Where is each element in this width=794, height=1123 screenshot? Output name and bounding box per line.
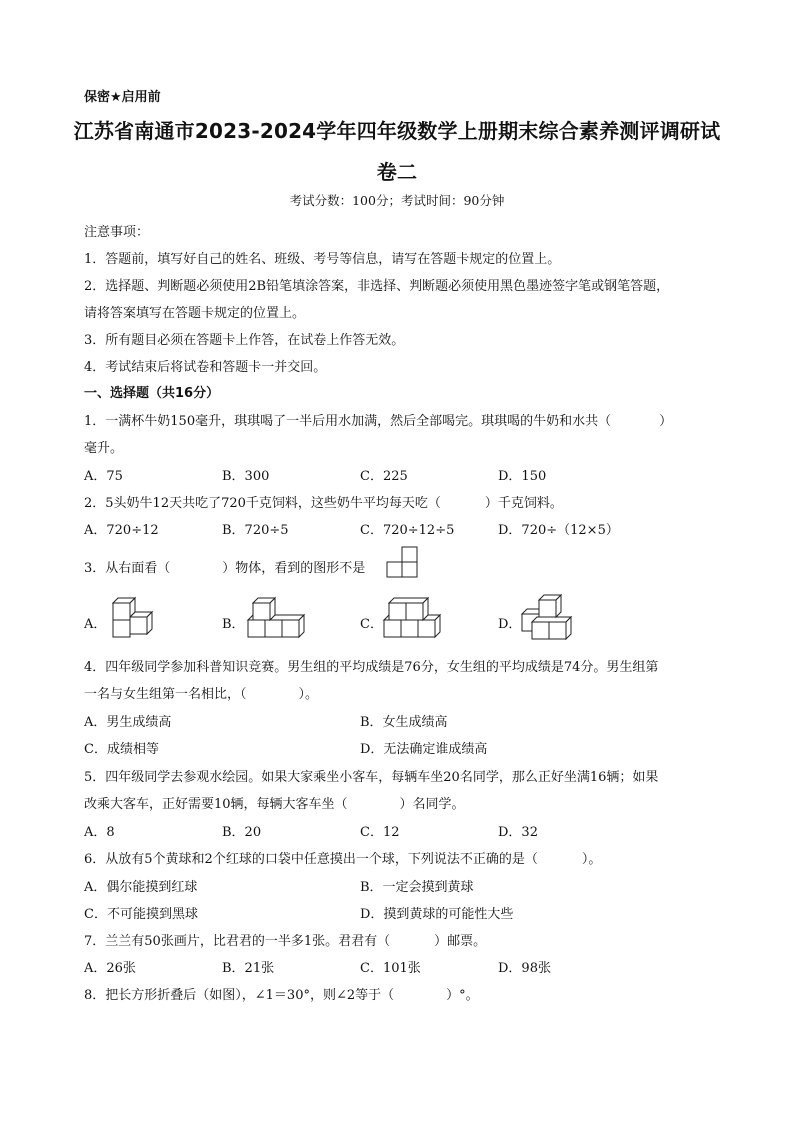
q1-option-b: B．300	[222, 469, 270, 484]
q6-option-d: D．摸到黄球的可能性大些	[360, 907, 514, 922]
cube-front	[248, 620, 265, 637]
q5-option-d: D．32	[498, 825, 538, 840]
question-2-stem-end: ）千克饲料。	[484, 496, 563, 511]
q3-option-d: D．	[498, 617, 522, 632]
exam-info: 考试分数：100分；考试时间：90分钟	[289, 193, 505, 208]
note-item: 4．考试结束后将试卷和答题卡一并交回。	[84, 360, 327, 375]
question-4-stem-end: ）。	[298, 687, 319, 702]
exam-title-line2: 卷二	[376, 160, 418, 184]
q3-option-c-figure	[382, 596, 442, 638]
question-6-stem: 6．从放有5个黄球和2个红球的口袋中任意摸出一个球，下列说法不正确的是（	[84, 852, 538, 867]
cube-front	[406, 603, 423, 620]
question-6-stem-end: ）。	[581, 852, 602, 867]
q6-option-a: A．偶尔能摸到红球	[84, 880, 198, 895]
q1-option-c: C．225	[360, 469, 408, 484]
question-6-text	[84, 848, 601, 867]
note-item: 请将答案填写在答题卡规定的位置上。	[84, 306, 306, 321]
q3-option-b: B．	[222, 617, 245, 632]
cube-top	[532, 617, 571, 622]
cube-front	[113, 603, 130, 620]
notes-heading: 注意事项：	[84, 225, 150, 240]
q7-option-c: C．101张	[360, 961, 421, 976]
q5-option-a: A．8	[84, 825, 115, 840]
question-4-text: 4．四年级同学参加科普知识竞赛。男生组的平均成绩是76分，女生组的平均成绩是74分。男生组第	[84, 660, 659, 675]
q4-option-c: C．成绩相等	[84, 742, 159, 757]
q3-option-a: A．	[84, 617, 107, 632]
question-7-text	[84, 930, 486, 949]
question-1-text	[84, 410, 672, 429]
q2-option-d: D．720÷（12×5）	[498, 523, 619, 538]
question-8-stem: 8．把长方形折叠后（如图），∠1＝30°，则∠2等于（	[84, 988, 395, 1003]
cube-front	[282, 620, 299, 637]
exam-title-line1: 江苏省南通市2023-2024学年四年级数学上册期末综合素养测评调研试	[73, 119, 721, 143]
question-2-stem: 2．5头奶牛12天共吃了720千克饲料，这些奶牛平均每天吃（	[84, 496, 441, 511]
question-7-stem-end: ）邮票。	[434, 934, 487, 949]
q2-option-a: A．720÷12	[84, 523, 159, 538]
question-1-stem: 1．一满杯牛奶150毫升，琪琪喝了一半后用水加满，然后全部喝完。琪琪喝的牛奶和水共（	[84, 414, 612, 429]
cube-front	[130, 617, 147, 634]
question-2-text	[84, 492, 563, 511]
question-7-stem: 7．兰兰有50张画片，比君君的一半多1张。君君有（	[84, 934, 391, 949]
cube-front	[418, 620, 435, 637]
question-8-stem-end: ）°。	[446, 988, 479, 1003]
question-1-stem-end: ）	[659, 414, 673, 429]
question-4-text-cont	[84, 683, 318, 702]
q3-option-c: C．	[360, 617, 383, 632]
question-4-stem: 一名与女生组第一名相比，（	[84, 687, 247, 702]
cube-front	[549, 622, 566, 639]
q4-option-a: A．男生成绩高	[84, 715, 172, 730]
question-3-text	[84, 557, 414, 576]
question-5-text-cont	[84, 793, 465, 812]
question-1-unit: 毫升。	[84, 441, 124, 456]
q1-option-a: A．75	[84, 469, 123, 484]
q3-option-a-figure	[104, 600, 156, 638]
q2-option-b: B．720÷5	[222, 523, 289, 538]
confidential-label: 保密★启用前	[84, 90, 161, 105]
cube-face	[402, 547, 417, 562]
cube-front	[532, 622, 549, 639]
section-heading: 一、选择题（共16分）	[84, 386, 220, 401]
question-3-stem-mid: ）物体，看到的图形不是	[222, 561, 366, 576]
note-item: 3．所有题目必须在答题卡上作答，在试卷上作答无效。	[84, 333, 405, 348]
note-item: 2．选择题、判断题必须使用2B铅笔填涂答案，非选择、判断题必须使用黑色墨迹签字笔或钢笔答题，	[84, 279, 670, 294]
q7-option-b: B．21张	[222, 961, 275, 976]
cube-front	[113, 620, 130, 637]
q3-view-figure	[386, 546, 418, 578]
q5-option-b: B．20	[222, 825, 262, 840]
q2-option-c: C．720÷12÷5	[360, 523, 455, 538]
q3-option-d-figure	[518, 594, 576, 640]
question-8-text	[84, 984, 479, 1003]
cube-face	[387, 562, 402, 577]
cube-face	[402, 562, 417, 577]
cube-front	[265, 620, 282, 637]
q7-option-d: D．98张	[498, 961, 551, 976]
q6-option-b: B．一定会摸到黄球	[360, 880, 474, 895]
cube-front	[401, 620, 418, 637]
cube-top	[389, 598, 428, 603]
q4-option-b: B．女生成绩高	[360, 715, 448, 730]
cube-front	[539, 600, 556, 617]
cube-front	[253, 603, 270, 620]
question-3-stem: 3．从右面看（	[84, 561, 171, 576]
q6-option-c: C．不可能摸到黑球	[84, 907, 198, 922]
question-5-stem: 改乘大客车，正好需要10辆，每辆大客车坐（	[84, 797, 348, 812]
question-5-text: 5．四年级同学去参观水绘园。如果大家乘坐小客车，每辆车坐20名同学，那么正好坐满16辆；如果	[84, 770, 659, 785]
cube-front	[389, 603, 406, 620]
question-5-stem-end: ）名同学。	[399, 797, 465, 812]
q4-option-d: D．无法确定谁成绩高	[360, 742, 488, 757]
q7-option-a: A．26张	[84, 961, 136, 976]
q5-option-c: C．12	[360, 825, 400, 840]
q1-option-d: D．150	[498, 469, 547, 484]
cube-front	[384, 620, 401, 637]
q3-option-b-figure	[246, 596, 306, 638]
note-item: 1．答题前，填写好自己的姓名、班级、考号等信息，请写在答题卡规定的位置上。	[84, 252, 561, 267]
